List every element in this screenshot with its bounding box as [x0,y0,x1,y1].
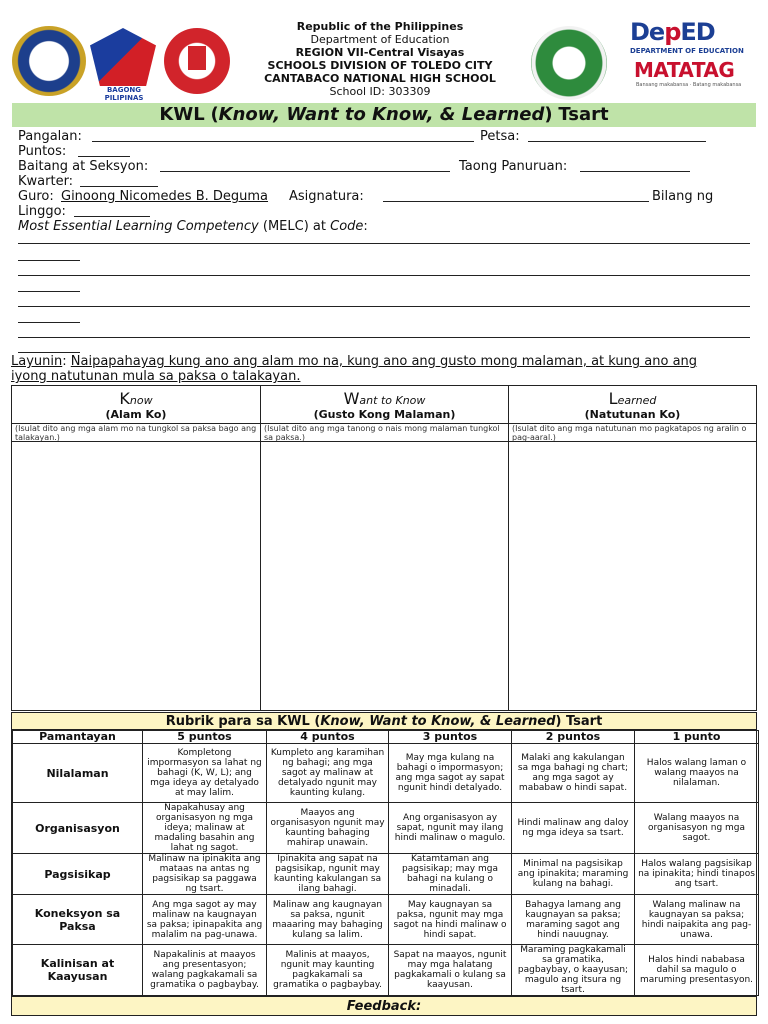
want-tagalog: (Gusto Kong Malaman) [313,408,456,421]
taong-panuruan-label: Taong Panuruan: [459,159,568,174]
kwarter-input-line[interactable] [80,186,158,187]
rubric-cell: May mga kulang na bahagi o impormasyon; ang mga sagot ay sapat ngunit hindi detalyado. [389,744,512,803]
rubric-cell: Walang malinaw na kaugnayan sa paksa; hindi naipakita ang pag-unawa. [635,895,759,945]
guro-name: Ginoong Nicomedes B. Deguma [61,189,269,204]
deped-seal-logo [12,26,86,96]
rubric-row [13,895,759,945]
linggo-label: Linggo: [18,204,66,219]
melc-line-4b[interactable] [18,352,80,353]
learned-tagalog: (Natutunan Ko) [584,408,681,421]
kwl-column-want [261,386,509,710]
toledo-division-seal-logo [164,28,230,94]
asignatura-input-line[interactable] [383,201,649,202]
rubric-criterion: Kalinisan at Kaayusan [13,945,143,996]
kwl-header-learned [509,386,756,424]
rubric-cell: Kompletong impormasyon sa lahat ng bahagi (K, W, L); ang mga ideya ay detalyado at may lalim. [143,744,267,803]
melc-italic: Most Essential Learning Competency [18,219,259,234]
want-instruction: (Isulat dito ang mga tanong o nais mong malaman tungkol sa paksa.) [261,424,508,442]
melc-line-4[interactable] [18,337,750,338]
asignatura-label: Asignatura: [289,189,364,204]
deped-wordmark-subtitle: DEPARTMENT OF EDUCATION [630,47,744,55]
rubric-cell: Sapat na maayos, ngunit may mga halatang pagkakamali o kulang sa kaayusan. [389,945,512,996]
know-initial: K [119,389,130,408]
rubric-criterion: Koneksyon sa Paksa [13,895,143,945]
want-initial: W [343,389,360,408]
rubric-cell: Maraming pagkakamali sa gramatika, pagbaybay, o kaayusan; magulo ang itsura ng tsart. [512,945,635,996]
kwl-column-know [12,386,261,710]
learned-instruction: (Isulat dito ang mga natutunan mo pagkatapos ng aralin o pag-aaral.) [509,424,756,442]
petsa-input-line[interactable] [528,141,706,142]
page-title [12,103,756,127]
header-school: CANTABACO NATIONAL HIGH SCHOOL [264,72,496,85]
title-paren-open: ( [210,104,219,125]
rubric-row [13,803,759,854]
title-paren-close: ) [544,104,553,125]
rubric-cell: Halos hindi nababasa dahil sa magulo o maruming presentasyon. [635,945,759,996]
bilang-label: Bilang ng [652,189,714,204]
baitang-label: Baitang at Seksyon: [18,159,149,174]
rubric-cell: Halos walang laman o walang maayos na nilalaman. [635,744,759,803]
puntos-input-line[interactable] [78,156,130,157]
header-division: SCHOOLS DIVISION OF TOLEDO CITY [267,59,493,72]
rubric-criterion: Pagsisikap [13,854,143,895]
header-school-id: School ID: 303309 [329,85,431,98]
petsa-label: Petsa: [480,129,520,144]
rubric-cell: Walang maayos na organisasyon ng mga sagot. [635,803,759,854]
melc-label [18,219,368,234]
rubric-cell: Napakalinis at maayos ang presentasyon; walang pagkakamali sa gramatika o pagbaybay. [143,945,267,996]
kwarter-label: Kwarter: [18,174,74,189]
want-answer-area[interactable] [261,442,508,709]
taong-panuruan-input-line[interactable] [580,171,690,172]
kwl-table [11,385,757,711]
kwl-header-know [12,386,260,424]
rubric-criterion: Nilalaman [13,744,143,803]
rubric-row [13,945,759,996]
rubric-cell: Napakahusay ang organisasyon ng mga ideya; malinaw at madaling basahin ang lahat ng sagot. [143,803,267,854]
pangalan-label: Pangalan: [18,129,82,144]
melc-line-3b[interactable] [18,322,80,323]
rubric-header-cell: 1 punto [635,731,759,744]
rubric-cell: Hindi malinaw ang daloy ng mga ideya sa tsart. [512,803,635,854]
rubric-cell: Halos walang pagsisikap na ipinakita; hindi tinapos ang tsart. [635,854,759,895]
layunin-row-1 [11,354,697,369]
layunin-colon: : [62,354,67,369]
rubric-cell: Minimal na pagsisikap ang ipinakita; maraming kulang na bahagi. [512,854,635,895]
rubric-table [12,730,759,996]
rubric-title-italic: Know, Want to Know, & Learned [320,714,556,729]
pangalan-input-line[interactable] [92,141,474,142]
rubric-header-cell: 4 puntos [267,731,389,744]
puntos-label: Puntos: [18,144,67,159]
matatag-tagline: Bansang makabansa · Batang makabansa [636,82,742,88]
learned-answer-area[interactable] [509,442,756,709]
melc-line-2[interactable] [18,275,750,276]
melc-code: Code [330,219,364,234]
rubric-header-cell: 5 puntos [143,731,267,744]
cantabaco-school-seal-logo [531,26,607,100]
header-department: Department of Education [310,33,450,46]
layunin-label: Layunin [11,354,63,369]
know-instruction: (Isulat dito ang mga alam mo na tungkol sa paksa bago ang talakayan.) [12,424,260,442]
know-tagalog: (Alam Ko) [105,408,167,421]
want-rest: ant to Know [359,394,426,407]
header-region: REGION VII-Central Visayas [295,46,465,59]
melc-line-1b[interactable] [18,260,80,261]
rubric-cell: Malinaw ang kaugnayan sa paksa, ngunit maaaring may bahaging kulang sa lalim. [267,895,389,945]
rubric-cell: Kumpleto ang karamihan ng bahagi; ang mga sagot ay malinaw at detalyado ngunit may kaunting kulang. [267,744,389,803]
rubric-section [11,712,757,1016]
rubric-header-cell: 3 puntos [389,731,512,744]
title-kwl: KWL [159,104,205,125]
rubric-cell: Malaki ang kakulangan sa mga bahagi ng chart; ang mga sagot ay mababaw o hindi sapat. [512,744,635,803]
rubric-cell: Ipinakita ang sapat na pagsisikap, ngunit may kaunting kakulangan sa ilang bahagi. [267,854,389,895]
feedback-label: Feedback: [12,996,756,1015]
baitang-input-line[interactable] [160,171,450,172]
rubric-cell: Katamtaman ang pagsisikap; may mga bahagi na kulang o minadali. [389,854,512,895]
rubric-row [13,854,759,895]
melc-line-2b[interactable] [18,291,80,292]
rubric-cell: Malinis at maayos, ngunit may kaunting pagkakamali sa gramatika o pagbaybay. [267,945,389,996]
know-rest: now [129,394,153,407]
rubric-title [12,713,756,730]
rubric-criterion: Organisasyon [13,803,143,854]
rubric-cell: Ang mga sagot ay may malinaw na kaugnayan sa paksa; ipinapakita ang malalim na pag-unawa. [143,895,267,945]
rubric-row [13,744,759,803]
rubric-cell: Maayos ang organisasyon ngunit may kaunting bahaging mahirap unawain. [267,803,389,854]
rubric-cell: Ang organisasyon ay sapat, ngunit may ilang hindi malinaw o magulo. [389,803,512,854]
rubric-header-row [13,731,759,744]
layunin-text-2: iyong natutunan mula sa paksa o talakayan. [11,369,301,384]
learned-initial: L [608,389,618,408]
title-italic: Know, Want to Know, & Learned [218,104,545,125]
kwl-header-want [261,386,508,424]
matatag-logo: MATATAG [634,58,735,82]
title-tail: Tsart [558,104,609,125]
melc-line-1[interactable] [18,243,750,244]
melc-colon: : [363,219,368,234]
layunin-text-1: Naipapahayag kung ano ang alam mo na, kung ano ang gusto mong malaman, at kung ano ang [70,354,698,369]
bagong-pilipinas-logo [90,28,156,86]
rubric-title-pre: Rubrik para sa KWL ( [165,714,321,729]
rubric-cell: Malinaw na ipinakita ang mataas na antas ng pagsisikap sa paggawa ng tsart. [143,854,267,895]
header-republic: Republic of the Philippines [296,20,464,33]
rubric-header-cell: Pamantayan [13,731,143,744]
guro-label: Guro: [18,189,54,204]
rubric-title-post: ) Tsart [555,714,603,729]
kwl-column-learned [509,386,756,710]
learned-rest: earned [617,394,657,407]
melc-mid: (MELC) at [262,219,326,234]
rubric-cell: May kaugnayan sa paksa, ngunit may mga sagot na hindi malinaw o hindi sapat. [389,895,512,945]
melc-line-3[interactable] [18,306,750,307]
rubric-cell: Bahagya lamang ang kaugnayan sa paksa; maraming sagot ang hindi nauugnay. [512,895,635,945]
linggo-input-line[interactable] [74,216,150,217]
deped-wordmark-logo: DepED [630,18,715,46]
know-answer-area[interactable] [12,442,260,709]
rubric-header-cell: 2 puntos [512,731,635,744]
bagong-pilipinas-label: BAGONG PILIPINAS [104,86,144,102]
